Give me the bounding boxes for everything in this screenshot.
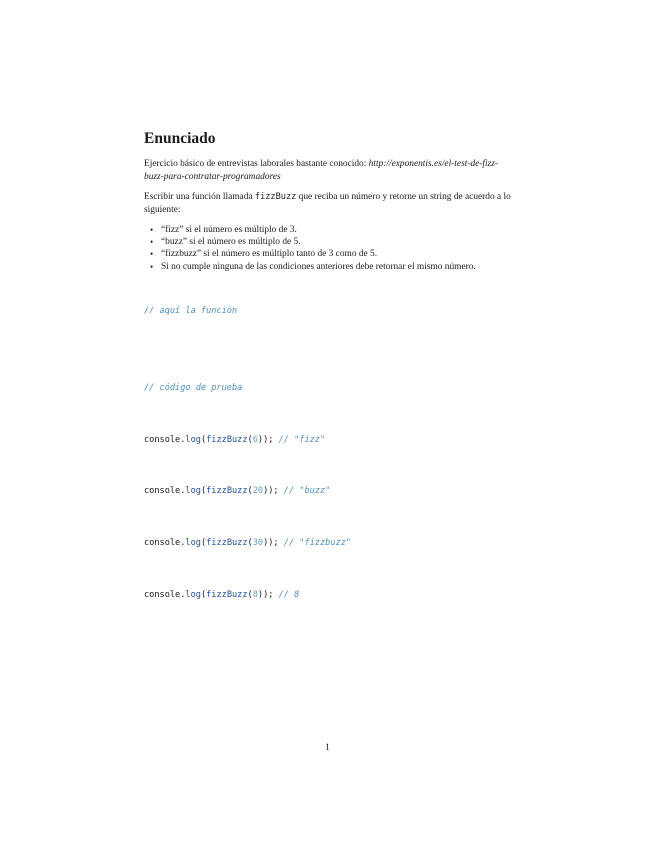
code-object: console. (144, 434, 186, 445)
list-item (150, 224, 516, 236)
list-item-text: “fizzbuzz” si el número es múltiplo tanto de 3 como de 5. (161, 249, 378, 260)
code-argument: 6 (252, 434, 258, 445)
code-block (144, 279, 516, 627)
requirements-list (144, 224, 516, 273)
code-punct: ( (200, 537, 207, 548)
code-punct: )); (263, 537, 284, 548)
code-punct: ( (200, 486, 207, 497)
list-item (150, 261, 516, 273)
reference-url[interactable]: http://exponentis.es/el-test-de-fizz-buzz-para-contratar-programadores (144, 159, 499, 182)
section-heading: Enunciado (144, 130, 216, 147)
code-punct: )); (257, 434, 279, 445)
intro-text: Ejercicio básico de entrevistas laborales bastante conocido: (144, 159, 369, 169)
code-line (144, 589, 516, 602)
code-function-call: fizzBuzz (206, 434, 248, 445)
intro-paragraph (144, 158, 516, 184)
code-line (144, 537, 516, 550)
code-inline-comment: // "fizzbuzz" (283, 537, 352, 548)
bullet-icon: • (150, 225, 154, 235)
code-method: log (185, 486, 201, 497)
code-object: console. (144, 537, 186, 548)
code-function-call: fizzBuzz (206, 589, 248, 600)
code-function-call: fizzBuzz (206, 486, 248, 497)
code-punct: ( (247, 486, 253, 497)
code-inline-comment: // "fizz" (278, 434, 326, 445)
code-inline-comment: // 8 (278, 589, 300, 600)
task-text-after: que reciba un número y retorne un string de acuerdo a lo siguiente: (144, 192, 511, 215)
list-item-text: “buzz” si el número es múltiplo de 5. (161, 237, 301, 248)
code-blank-line (144, 343, 516, 356)
page-content (144, 130, 516, 627)
code-punct: )); (263, 486, 284, 497)
code-punct: ( (247, 589, 253, 600)
code-punct: ( (247, 434, 253, 445)
list-item-text: Si no cumple ninguna de las condiciones anteriores debe retornar el mismo número. (161, 261, 476, 272)
code-punct: ( (200, 589, 207, 600)
page-number: 1 (325, 743, 330, 753)
list-item-text: “fizz” si el número es múltiplo de 3. (161, 225, 297, 235)
bullet-icon: • (150, 249, 154, 260)
code-method: log (185, 434, 201, 445)
function-name: fizzBuzz (254, 192, 297, 202)
bullet-icon: • (150, 261, 154, 272)
list-item (150, 248, 516, 260)
code-method: log (185, 537, 201, 548)
bullet-icon: • (150, 237, 154, 248)
code-argument: 30 (252, 537, 264, 548)
code-argument: 8 (252, 589, 258, 600)
list-item (150, 236, 516, 248)
code-punct: ( (200, 434, 207, 445)
code-function-call: fizzBuzz (206, 537, 248, 548)
code-method: log (185, 589, 201, 600)
code-object: console. (144, 486, 186, 497)
code-line (144, 485, 516, 498)
code-comment-function: // aquí la función (144, 305, 238, 316)
code-punct: ( (247, 537, 253, 548)
code-object: console. (144, 589, 186, 600)
code-comment-tests: // código de prueba (144, 383, 243, 394)
code-argument: 20 (252, 486, 264, 497)
code-line (144, 434, 516, 447)
code-inline-comment: // "buzz" (283, 486, 331, 497)
task-paragraph (144, 191, 516, 217)
task-text-before: Escribir una función llamada (144, 192, 255, 202)
code-punct: )); (257, 589, 279, 600)
